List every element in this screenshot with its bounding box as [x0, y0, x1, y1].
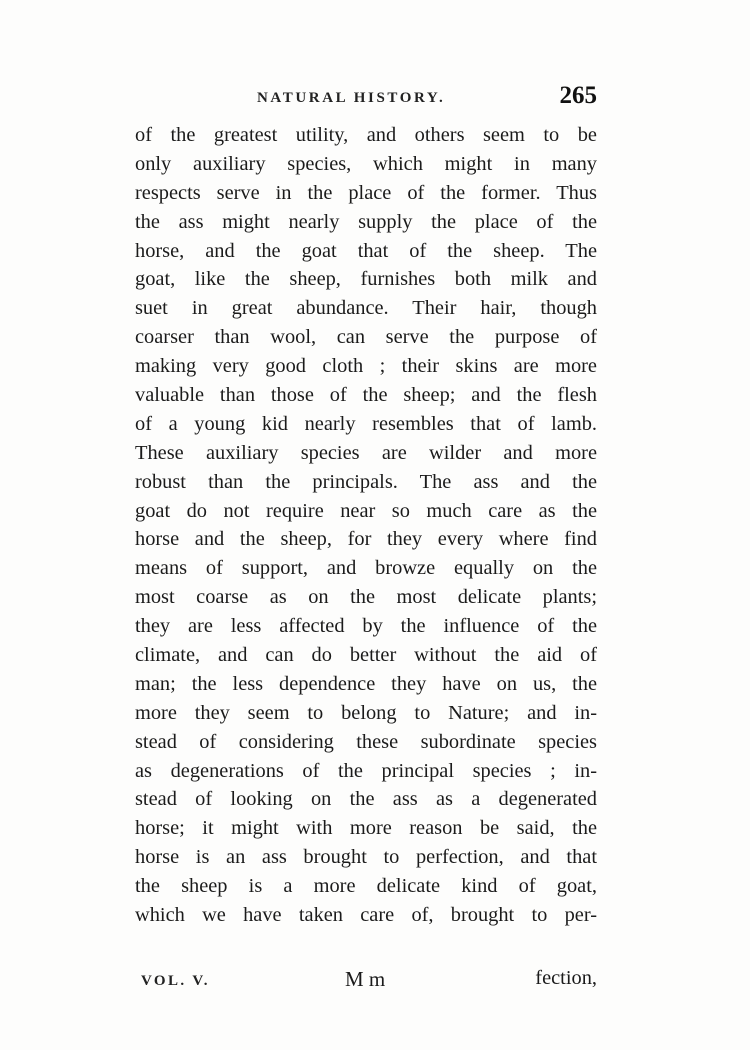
text-line: goat do not require near so much care as the	[135, 499, 597, 522]
body-text	[135, 121, 597, 930]
text-line: the sheep is a more delicate kind of goat,	[135, 875, 597, 898]
text-line: robust than the principals. The ass and the	[135, 470, 597, 493]
text-line: respects serve in the place of the former. Thus	[135, 181, 597, 204]
text-line: man; the less dependence they have on us, the	[135, 672, 597, 695]
text-line: horse and the sheep, for they every where find	[135, 528, 597, 551]
text-line: as degenerations of the principal species ; in-	[135, 759, 597, 782]
volume-mark: VOL. V.	[141, 973, 210, 989]
text-line: horse is an ass brought to perfection, and that	[135, 846, 597, 869]
text-line: making very good cloth ; their skins are more	[135, 355, 597, 378]
running-title: NATURAL HISTORY.	[257, 90, 446, 106]
catchword: fection,	[535, 967, 597, 989]
text-line: means of support, and browze equally on the	[135, 557, 597, 580]
text-line: which we have taken care of, brought to per-	[135, 904, 597, 927]
text-line: horse, and the goat that of the sheep. The	[135, 239, 597, 262]
text-line: only auxiliary species, which might in many	[135, 152, 597, 175]
text-line: most coarse as on the most delicate plants;	[135, 586, 597, 609]
text-line: These auxiliary species are wilder and more	[135, 441, 597, 464]
signature-mark: M m	[345, 967, 386, 991]
text-line: valuable than those of the sheep; and the flesh	[135, 384, 597, 407]
text-line: coarser than wool, can serve the purpose of	[135, 326, 597, 349]
text-line: stead of looking on the ass as a degenerated	[135, 788, 597, 811]
text-line: of the greatest utility, and others seem to be	[135, 124, 597, 146]
page-number: 265	[559, 82, 597, 109]
text-line: the ass might nearly supply the place of the	[135, 210, 597, 233]
text-line: suet in great abundance. Their hair, though	[135, 297, 597, 320]
text-line: stead of considering these subordinate species	[135, 730, 597, 753]
text-line: horse; it might with more reason be said, the	[135, 817, 597, 840]
text-line: they are less affected by the influence of the	[135, 615, 597, 638]
page-footer	[135, 967, 597, 997]
text-line: goat, like the sheep, furnishes both milk and	[135, 268, 597, 291]
text-line: more they seem to belong to Nature; and in-	[135, 701, 597, 724]
text-line: of a young kid nearly resembles that of lamb.	[135, 412, 597, 435]
text-line: climate, and can do better without the aid of	[135, 644, 597, 667]
running-head	[135, 82, 597, 116]
